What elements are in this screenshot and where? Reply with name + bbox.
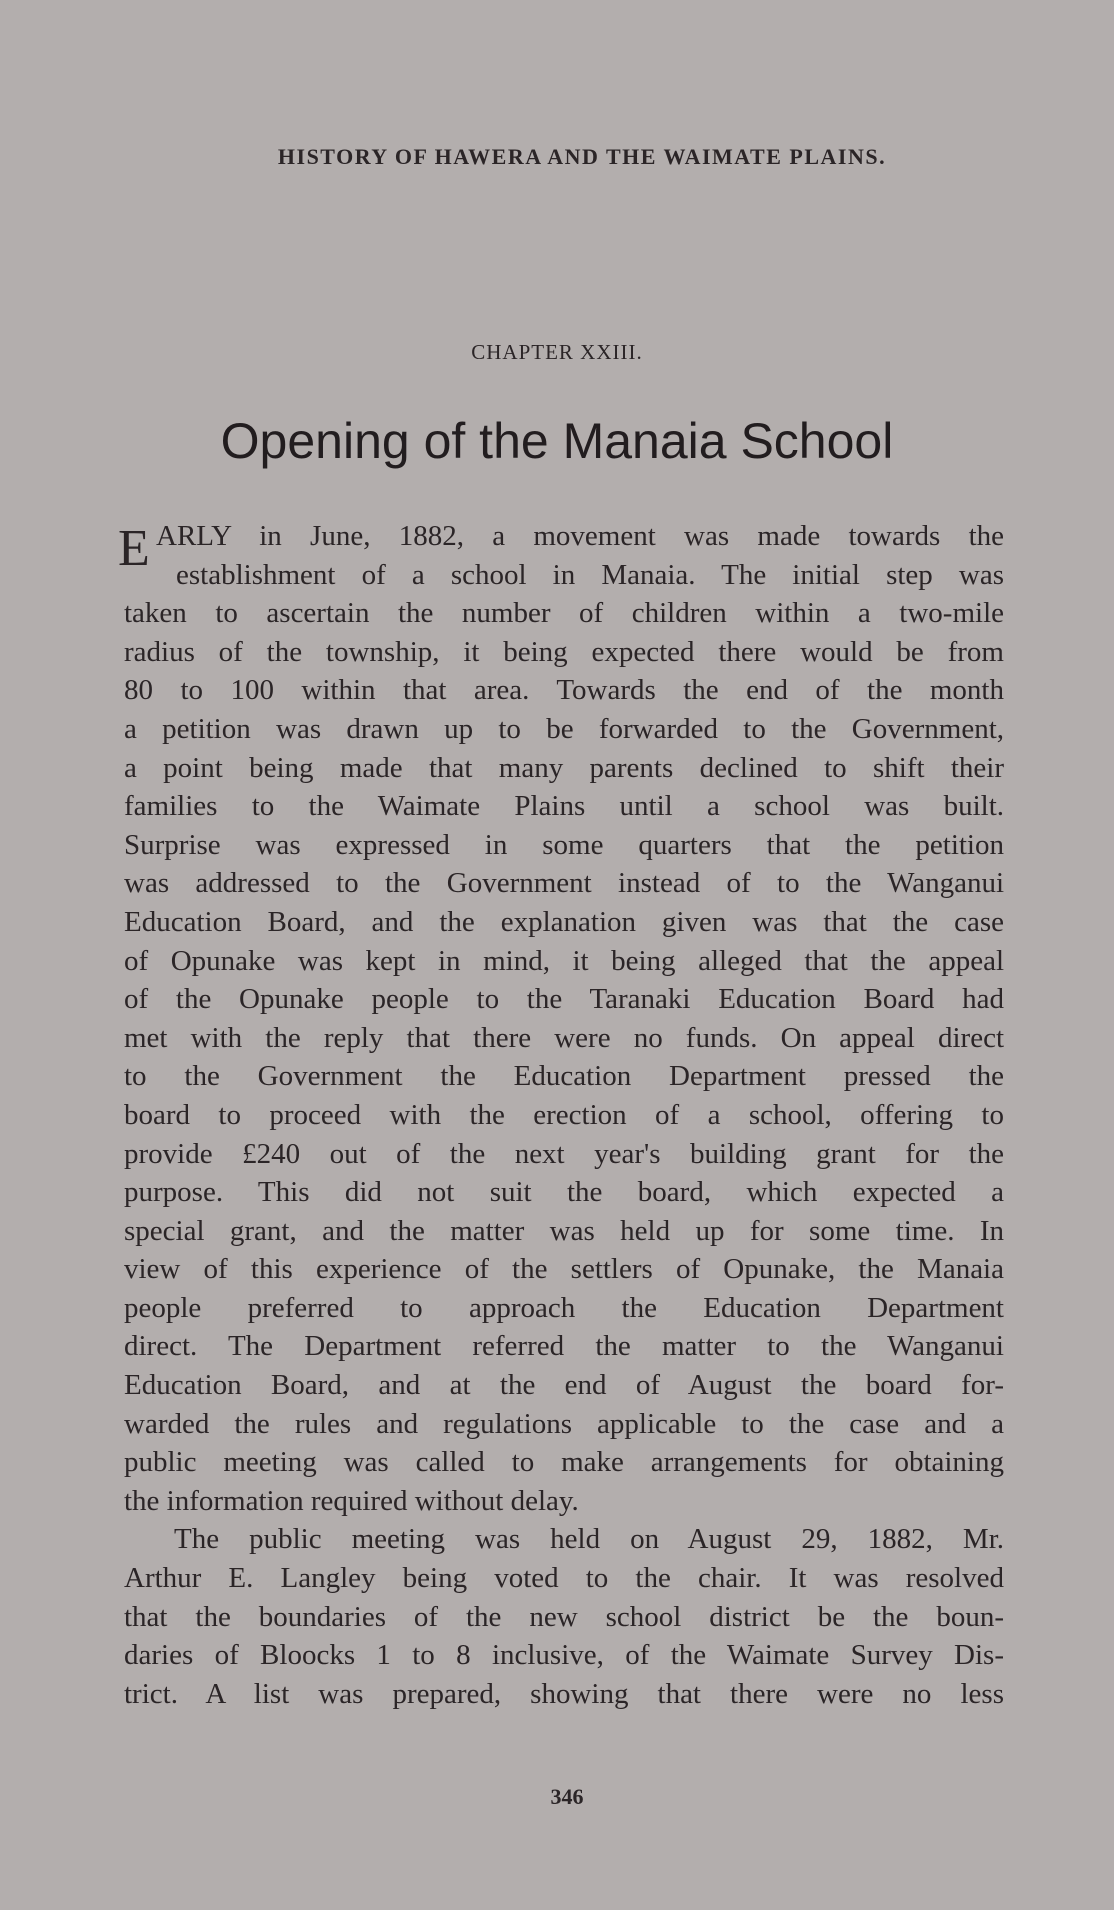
- text-line: a point being made that many parents declined to shift their: [124, 751, 1004, 784]
- text-line: to the Government the Education Department pressed the: [124, 1060, 1004, 1093]
- running-head: HISTORY OF HAWERA AND THE WAIMATE PLAINS.: [277, 144, 887, 169]
- text-line: that the boundaries of the new school district be the boun-: [124, 1600, 1004, 1633]
- text-line: special grant, and the matter was held up for some time. In: [124, 1214, 1004, 1247]
- text-line: establishment of a school in Manaia. The initial step was: [176, 558, 1004, 591]
- text-line: The public meeting was held on August 29, 1882, Mr.: [174, 1523, 1004, 1556]
- text-line: purpose. This did not suit the board, which expected a: [124, 1176, 1004, 1209]
- text-line: direct. The Department referred the matter to the Wanganui: [124, 1330, 1004, 1363]
- text-line: Education Board, and at the end of August the board for-: [124, 1369, 1004, 1402]
- page-number: 346: [550, 1784, 584, 1809]
- text-line: warded the rules and regulations applicable to the case and a: [124, 1407, 1004, 1440]
- drop-cap: E: [118, 520, 150, 577]
- text-line: 80 to 100 within that area. Towards the end of the month: [124, 674, 1004, 707]
- text-line: a petition was drawn up to be forwarded to the Government,: [124, 712, 1004, 745]
- text-line: public meeting was called to make arrangements for obtaining: [124, 1446, 1004, 1479]
- text-line: provide £240 out of the next year's building grant for the: [124, 1137, 1004, 1170]
- chapter-heading: CHAPTER XXIII.: [471, 340, 643, 364]
- chapter-title: Opening of the Manaia School: [220, 413, 894, 469]
- text-line: daries of Bloocks 1 to 8 inclusive, of the Waimate Survey Dis-: [124, 1639, 1004, 1672]
- text-line: taken to ascertain the number of children within a two-mile: [124, 597, 1004, 630]
- text-line: of Opunake was kept in mind, it being alleged that the appeal: [124, 944, 1004, 977]
- text-line: board to proceed with the erection of a school, offering to: [124, 1098, 1004, 1131]
- text-line: was addressed to the Government instead of to the Wanganui: [124, 867, 1004, 900]
- text-line: Surprise was expressed in some quarters that the petition: [124, 828, 1004, 861]
- text-line: Education Board, and the explanation given was that the case: [124, 905, 1004, 938]
- text-line: ARLY in June, 1882, a movement was made towards the: [156, 520, 1004, 552]
- text-line: people preferred to approach the Education Department: [124, 1291, 1004, 1324]
- text-line: the information required without delay.: [124, 1484, 579, 1517]
- body-text: [118, 517, 1004, 1713]
- text-line: Arthur E. Langley being voted to the chair. It was resolved: [124, 1562, 1004, 1595]
- paragraph-2: [124, 1520, 1004, 1713]
- text-line: of the Opunake people to the Taranaki Education Board had: [124, 983, 1004, 1016]
- text-line: radius of the township, it being expected there would be from: [124, 635, 1004, 668]
- paragraph-1: [124, 517, 1004, 1520]
- text-line: trict. A list was prepared, showing that there were no less: [124, 1677, 1004, 1710]
- text-line: met with the reply that there were no funds. On appeal direct: [124, 1021, 1004, 1054]
- text-line: view of this experience of the settlers of Opunake, the Manaia: [124, 1253, 1004, 1286]
- text-line: families to the Waimate Plains until a school was built.: [124, 790, 1004, 823]
